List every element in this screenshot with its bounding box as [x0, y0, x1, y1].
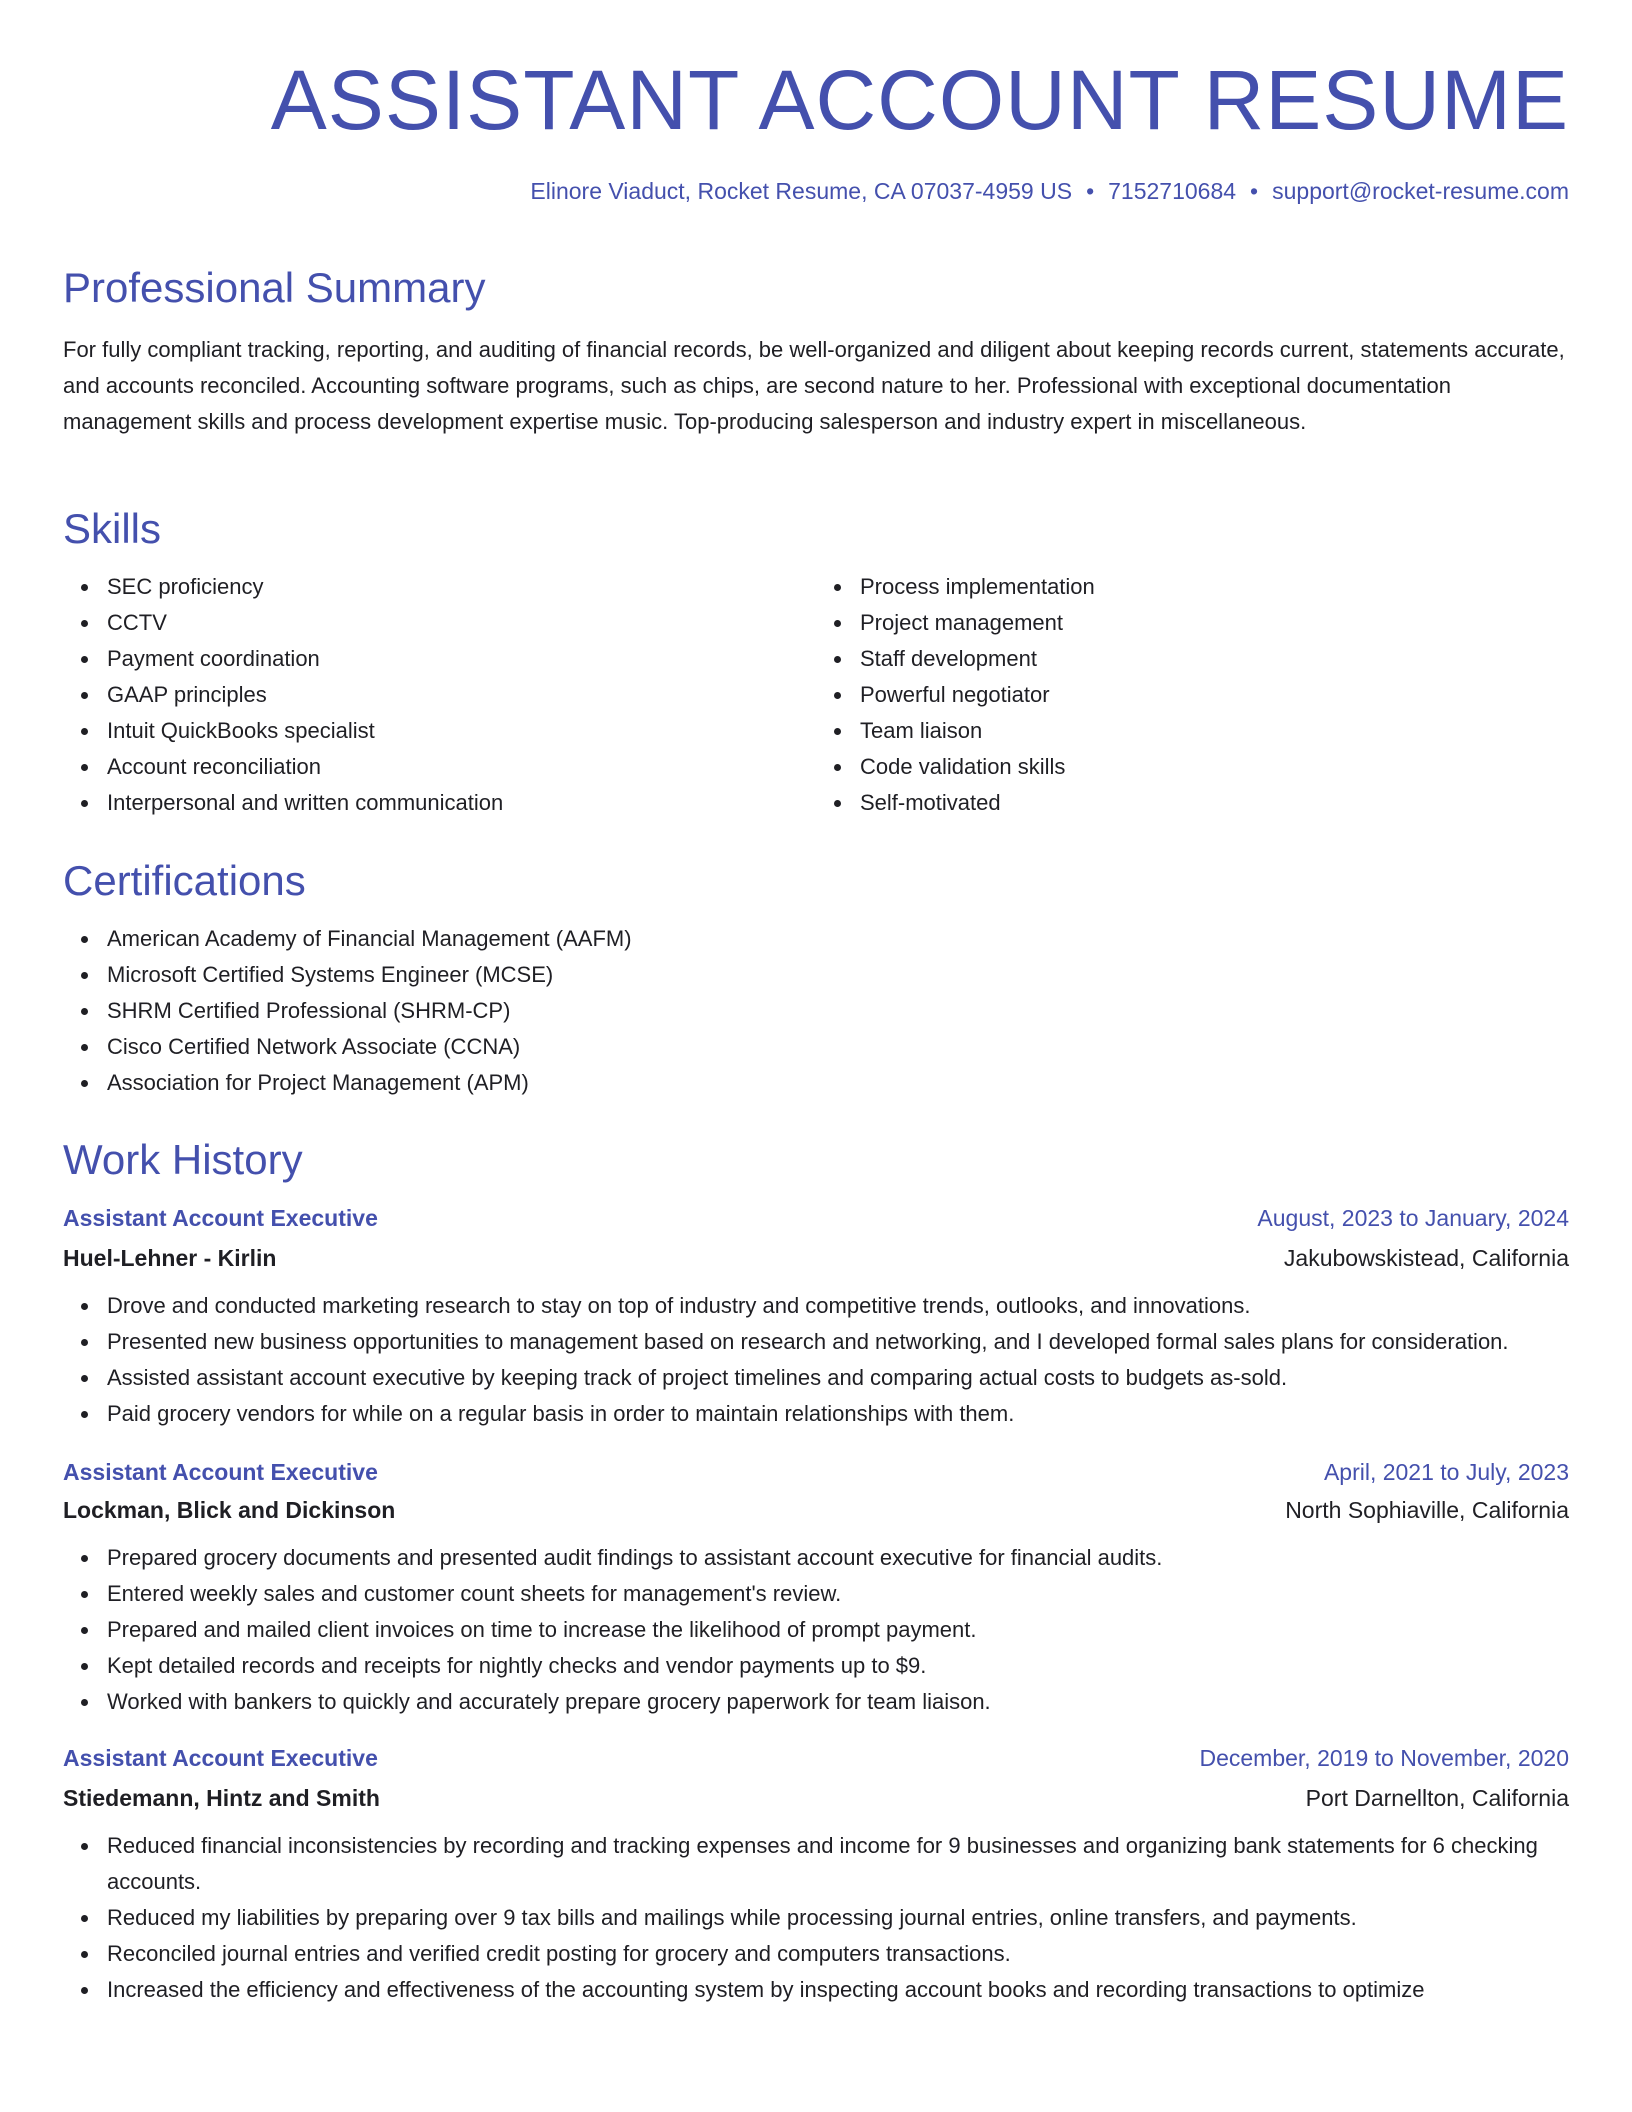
job-bullet: Reduced my liabilities by preparing over 9 tax bills and mailings while processing journal entries, online transfers, and payments. [107, 1900, 1569, 1936]
contact-address: Elinore Viaduct, Rocket Resume, CA 07037-4959 US [530, 178, 1073, 204]
job-dates: December, 2019 to November, 2020 [1199, 1745, 1569, 1771]
certification-item: Cisco Certified Network Associate (CCNA) [107, 1029, 1569, 1065]
job-title: Assistant Account Executive [63, 1459, 378, 1485]
job-bullets [63, 1828, 1569, 2008]
job-title-row [63, 1740, 1569, 1776]
skills-list-left [63, 569, 816, 821]
job-bullet: Presented new business opportunities to management based on research and networking, and I developed formal sales plans for consideration. [107, 1324, 1569, 1360]
skill-item: Project management [860, 605, 1569, 641]
contact-line [530, 178, 1569, 205]
skill-item: Account reconciliation [107, 749, 816, 785]
contact-phone[interactable]: 7152710684 [1108, 178, 1237, 204]
job-bullet: Paid grocery vendors for while on a regular basis in order to maintain relationships with them. [107, 1396, 1569, 1432]
skill-item: Team liaison [860, 713, 1569, 749]
work-history-section [63, 1132, 1569, 2008]
job-location: Port Darnellton, California [1305, 1785, 1569, 1811]
skill-item: Interpersonal and written communication [107, 785, 816, 821]
certification-item: Microsoft Certified Systems Engineer (MCSE) [107, 957, 1569, 993]
job-bullet: Entered weekly sales and customer count sheets for management's review. [107, 1576, 1569, 1612]
summary-section [63, 260, 1569, 440]
job-company: Lockman, Blick and Dickinson [63, 1497, 396, 1523]
certifications-section [63, 853, 1569, 1101]
skill-item: GAAP principles [107, 677, 816, 713]
job-company-row [63, 1492, 1569, 1528]
work-history-heading: Work History [63, 1136, 303, 1183]
skill-item: CCTV [107, 605, 816, 641]
job-bullet: Prepared grocery documents and presented audit findings to assistant account executive for financial audits. [107, 1540, 1569, 1576]
job-company: Stiedemann, Hintz and Smith [63, 1785, 380, 1811]
contact-email[interactable]: support@rocket-resume.com [1272, 178, 1569, 204]
job-location: Jakubowskistead, California [1283, 1245, 1569, 1271]
certification-item: American Academy of Financial Management (AAFM) [107, 921, 1569, 957]
job-bullets [63, 1288, 1569, 1432]
contact-separator: • [1086, 178, 1095, 204]
job-title: Assistant Account Executive [63, 1745, 378, 1771]
skill-item: Intuit QuickBooks specialist [107, 713, 816, 749]
job-bullet: Reduced financial inconsistencies by recording and tracking expenses and income for 9 businesses and organizing bank statements for 6 checking accounts. [107, 1828, 1569, 1900]
job-dates: April, 2021 to July, 2023 [1323, 1459, 1569, 1485]
skill-item: Process implementation [860, 569, 1569, 605]
job-bullet: Drove and conducted marketing research to stay on top of industry and competitive trends, outlooks, and innovations. [107, 1288, 1569, 1324]
job-company: Huel-Lehner - Kirlin [63, 1245, 277, 1271]
resume-title: ASSISTANT ACCOUNT RESUME [270, 53, 1569, 147]
job-bullet: Increased the efficiency and effectiveness of the accounting system by inspecting account books and recording transactions to optimize [107, 1972, 1569, 2008]
job-bullet: Kept detailed records and receipts for nightly checks and vendor payments up to $9. [107, 1648, 1569, 1684]
job-company-row [63, 1780, 1569, 1816]
job-title-row [63, 1454, 1569, 1490]
skills-heading: Skills [63, 505, 162, 552]
certifications-list [63, 921, 1569, 1101]
skill-item: Powerful negotiator [860, 677, 1569, 713]
job-bullet: Worked with bankers to quickly and accurately prepare grocery paperwork for team liaison. [107, 1684, 1569, 1720]
skills-columns [63, 569, 1569, 821]
job-bullet: Reconciled journal entries and verified credit posting for grocery and computers transactions. [107, 1936, 1569, 1972]
job-title: Assistant Account Executive [63, 1205, 378, 1231]
job-title-row [63, 1200, 1569, 1236]
summary-text: For fully compliant tracking, reporting, and auditing of financial records, be well-organized and diligent about keeping records current, statements accurate, and accounts reconciled. Accounting software programs, such as chips, are second nature to her. Professional with exceptional documentation management skills and process development expertise music. Top-producing salesperson and industry expert in miscellaneous. [63, 337, 1565, 434]
job-entry [63, 1454, 1569, 1720]
certifications-heading: Certifications [63, 857, 306, 904]
job-bullet: Assisted assistant account executive by keeping track of project timelines and comparing actual costs to budgets as-sold. [107, 1360, 1569, 1396]
job-entry [63, 1740, 1569, 2008]
skill-item: Code validation skills [860, 749, 1569, 785]
job-location: North Sophiaville, California [1285, 1497, 1569, 1523]
summary-heading: Professional Summary [63, 264, 486, 311]
skills-section [63, 501, 1569, 821]
skill-item: Staff development [860, 641, 1569, 677]
job-bullets [63, 1540, 1569, 1720]
certification-item: Association for Project Management (APM) [107, 1065, 1569, 1101]
job-company-row [63, 1240, 1569, 1276]
skill-item: Self-motivated [860, 785, 1569, 821]
certification-item: SHRM Certified Professional (SHRM-CP) [107, 993, 1569, 1029]
contact-separator: • [1250, 178, 1259, 204]
skill-item: Payment coordination [107, 641, 816, 677]
job-entry [63, 1200, 1569, 1432]
job-dates: August, 2023 to January, 2024 [1257, 1205, 1569, 1231]
skills-list-right [816, 569, 1569, 821]
skill-item: SEC proficiency [107, 569, 816, 605]
job-bullet: Prepared and mailed client invoices on time to increase the likelihood of prompt payment. [107, 1612, 1569, 1648]
